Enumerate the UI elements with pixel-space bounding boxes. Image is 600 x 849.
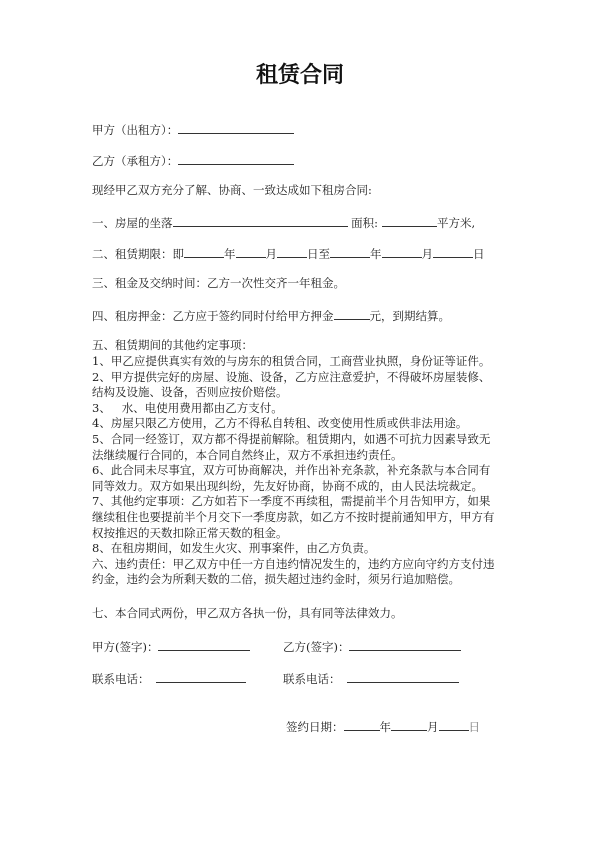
sign-month-unit: 月 [427,720,439,734]
end-year-field[interactable] [330,245,370,258]
sign-day-unit: 日 [468,720,480,734]
area-field[interactable] [382,214,437,227]
area-label: 面积: [351,216,379,230]
phone-a-field[interactable] [156,670,246,683]
sign-day-field[interactable] [439,718,469,731]
phone-b-label: 联系电话： [283,672,341,686]
phone-a-label: 联系电话： [92,672,150,686]
clause-line: 约金，违约会为所剩天数的二倍，损失超过违约金时，须另行追加赔偿。 [92,572,460,587]
clause-line: 法继续履行合同的，本合同自然终止，双方不承担违约责任。 [92,447,403,462]
phone-b-field[interactable] [347,670,459,683]
start-day-unit: 日至 [307,247,330,261]
clause-line: 同等效力。双方如果出现纠纷，先友好协商，协商不成的，由人民法垸裁定。 [92,478,483,493]
party-b-row [92,152,294,168]
item2-row [92,245,485,261]
party-a-row [92,121,294,137]
item2-label: 二、租赁期限：即 [92,247,184,261]
party-a-sign-field[interactable] [158,638,250,651]
sign-date-label: 签约日期： [286,720,344,734]
signature-b-row [283,638,461,654]
item4-row [92,307,450,323]
clause-line: 4、房屋只限乙方使用，乙方不得私自转租、改变使用性质或供非法用途。 [92,416,468,431]
clause-line: 5、合同一经签订，双方都不得提前解除。租赁期内，如遇不可抗力因素导致无 [92,431,491,446]
sign-year-unit: 年 [379,720,391,734]
item1-row [92,214,475,230]
party-a-field[interactable] [178,121,294,134]
intro-text: 现经甲乙双方充分了解、协商、一致达成如下租房合同: [92,183,372,197]
party-b-sign-field[interactable] [349,638,461,651]
party-b-sign-label: 乙方(签字)： [283,640,350,654]
clause-line: 3、 水、电使用费用都由乙方支付。 [92,400,283,415]
end-year-unit: 年 [370,247,382,261]
clause-line: 6、此合同未尽事宜，双方可协商解决，并作出补充条款，补充条款与本合同有 [92,463,491,478]
start-year-field[interactable] [184,245,224,258]
sign-month-field[interactable] [391,718,427,731]
party-a-sign-label: 甲方(签字)： [92,640,159,654]
clause-line: 权按推迟的天数扣除正常天数的租金。 [92,525,288,540]
signature-a-row [92,638,250,654]
end-month-unit: 月 [421,247,433,261]
clause-line: 8、在租房期间，如发生火灾、刑事案件，由乙方负责。 [92,541,376,556]
item7-text: 七、本合同式两份，甲乙双方各执一份，具有同等法律效力。 [92,606,403,620]
item4-label: 四、租房押金：乙方应于签约同时付给甲方押金 [92,309,334,323]
clause-line: 六、违约责任：甲乙双方中任一方自违约情况发生的，违约方应向守约方支付违 [92,556,495,571]
start-year-unit: 年 [224,247,236,261]
clause-line: 7、其他约定事项：乙方如若下一季度不再续租，需提前半个月告知甲方，如果 [92,494,491,509]
sign-year-field[interactable] [344,718,380,731]
start-month-unit: 月 [265,247,277,261]
clause-line: 2、甲方提供完好的房屋、设施、设备，乙方应注意爱护，不得破坏房屋装修、 [92,369,491,384]
item4-suffix: 元，到期结算。 [369,309,450,323]
clause-list [92,354,495,588]
clause-line: 结构及设施、设备，否则应按价赔偿。 [92,385,288,400]
end-month-field[interactable] [382,245,422,258]
party-b-label: 乙方（承租方）： [92,154,179,168]
phone-b-row [283,670,459,686]
phone-a-row [92,670,246,686]
party-b-field[interactable] [178,152,294,165]
clause-line: 继续租住也要提前半个月交下一季度房款，如乙方不按时提前通知甲方，甲方有 [92,509,495,524]
end-day-field[interactable] [433,245,473,258]
sign-date-row [286,718,480,734]
item3-text: 三、租金及交纳时间：乙方一次性交齐一年租金。 [92,276,345,290]
clause-line: 1、甲乙应提供真实有效的与房东的租赁合同，工商营业执照，身份证等证件。 [92,354,491,368]
area-unit: 平方米, [437,216,476,230]
party-a-label: 甲方（出租方）： [92,123,179,137]
page-title: 租赁合同 [255,62,344,88]
start-day-field[interactable] [277,245,307,258]
item5-title: 五、租赁期间的其他约定事项： [92,338,253,352]
item1-label: 一、房屋的坐落 [92,216,173,230]
start-month-field[interactable] [236,245,266,258]
end-day-unit: 日 [473,247,485,261]
deposit-field[interactable] [334,307,370,320]
location-field[interactable] [173,214,348,227]
